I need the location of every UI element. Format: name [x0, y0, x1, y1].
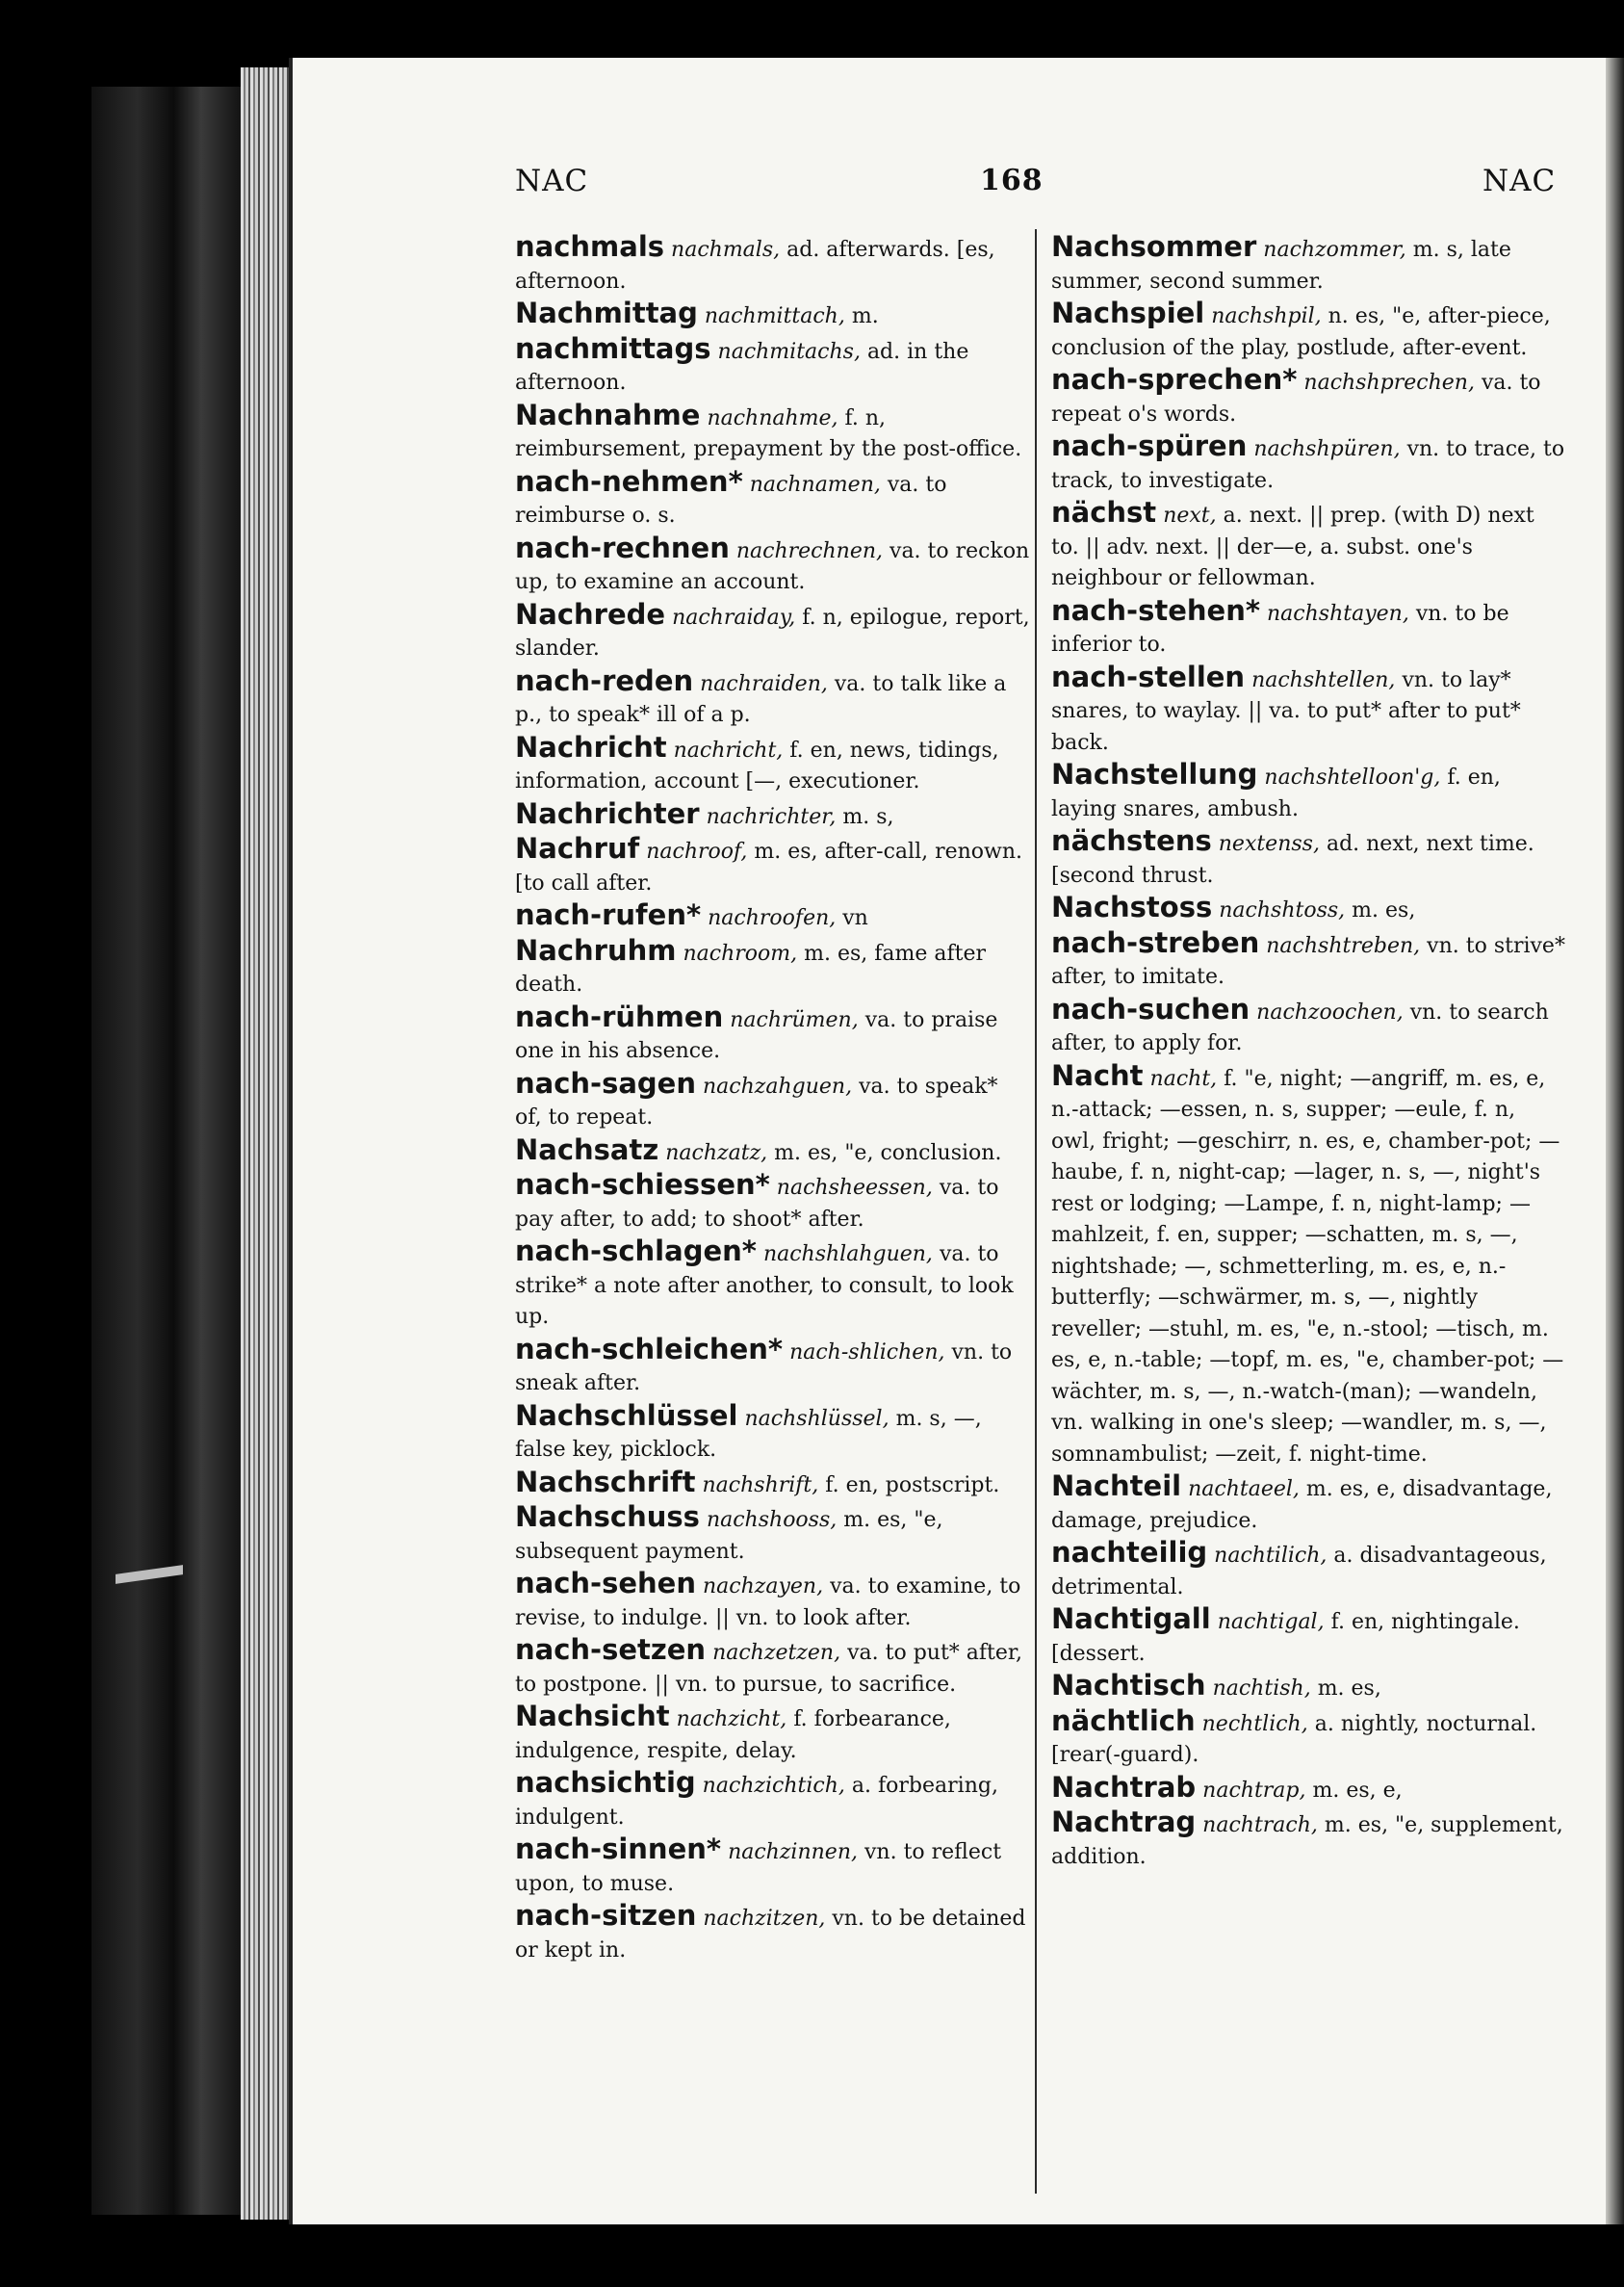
dictionary-entry — [1051, 430, 1566, 497]
entry-definition: vn — [842, 906, 868, 930]
entry-definition: a. forbearing, indulgent. — [515, 1774, 998, 1830]
entry-definition: vn. to be inferior to. — [1051, 601, 1509, 657]
entry-pronunciation: nachzitzen, — [703, 1907, 826, 1931]
entry-pronunciation: nacht, — [1149, 1066, 1218, 1091]
entry-definition: m. es, after-call, renown. [to call after. — [515, 840, 1023, 896]
dictionary-entry — [515, 1169, 1030, 1235]
entry-definition: vn. to search after, to apply for. — [1051, 1000, 1549, 1055]
dictionary-entry — [1051, 497, 1566, 595]
entry-headword: Nachspiel — [1051, 297, 1205, 329]
entry-headword: nach-rufen* — [515, 898, 702, 931]
dictionary-entry — [515, 732, 1030, 798]
entry-pronunciation: nachrichter, — [706, 804, 837, 829]
dictionary-entry — [1051, 1670, 1566, 1705]
entry-pronunciation: nachroofen, — [708, 906, 837, 930]
entry-pronunciation: nachshpüren, — [1253, 437, 1401, 461]
entry-headword: Nachricht — [515, 730, 667, 764]
entry-pronunciation: nachzicht, — [676, 1707, 787, 1731]
entry-headword: nach-sagen — [515, 1066, 696, 1100]
entry-headword: nächtlich — [1051, 1703, 1196, 1737]
left-column — [515, 231, 1030, 1966]
entry-pronunciation: nachtrach, — [1202, 1813, 1318, 1837]
entry-definition: va. to talk like a p., to speak* ill of a p. — [515, 671, 1007, 727]
entry-pronunciation: nachraiden, — [700, 671, 828, 696]
entry-definition: ad. next, next time. [second thrust. — [1051, 832, 1534, 888]
entry-pronunciation: nachtish, — [1212, 1676, 1311, 1701]
entry-definition: m. es, "e, conclusion. — [774, 1140, 1002, 1165]
entry-pronunciation: nachroof, — [646, 840, 748, 864]
dictionary-entry — [1051, 1705, 1566, 1772]
column-divider — [1035, 229, 1037, 2194]
entry-definition: f. n, epilogue, report, slander. — [515, 605, 1030, 661]
entry-pronunciation: nachshprechen, — [1303, 371, 1475, 395]
dictionary-entry — [515, 798, 1030, 834]
dictionary-entry — [515, 1134, 1030, 1170]
dictionary-entry — [1051, 1603, 1566, 1670]
entry-headword: nächst — [1051, 496, 1157, 529]
entry-definition: a. nightly, nocturnal. [rear(-guard). — [1051, 1711, 1537, 1767]
dictionary-entry — [515, 533, 1030, 599]
dictionary-entry — [1051, 1806, 1566, 1873]
entry-headword: nach-sinnen* — [515, 1832, 722, 1865]
entry-pronunciation: nachmals, — [671, 238, 781, 262]
entry-headword: nachmittags — [515, 331, 711, 365]
dictionary-entry — [515, 231, 1030, 298]
dictionary-entry — [515, 833, 1030, 899]
dictionary-entry — [515, 298, 1030, 333]
dictionary-entry — [1051, 825, 1566, 892]
entry-pronunciation: nachzayen, — [702, 1574, 824, 1598]
entry-headword: Nacht — [1051, 1058, 1144, 1092]
entry-pronunciation: nachtaeel, — [1188, 1477, 1300, 1501]
entry-definition: f. en, news, tidings, information, account [—, executioner. — [515, 738, 999, 793]
entry-headword: Nachschlüssel — [515, 1398, 738, 1432]
dictionary-entry — [515, 1334, 1030, 1400]
entry-definition: f. n, reimbursement, prepayment by the post-office. — [515, 405, 1022, 461]
entry-pronunciation: nachmitachs, — [717, 339, 861, 364]
entry-headword: Nachruf — [515, 832, 640, 865]
right-column — [1051, 231, 1566, 1873]
entry-headword: Nachsatz — [515, 1132, 659, 1166]
entry-definition: va. to examine, to revise, to indulge. || vn. to look after. — [515, 1574, 1021, 1630]
entry-definition: m. es, e, — [1312, 1778, 1403, 1803]
entry-pronunciation: nachzinnen, — [728, 1840, 858, 1864]
dictionary-entry — [515, 1235, 1030, 1334]
entry-headword: nach-streben — [1051, 925, 1260, 959]
dictionary-entry — [515, 1467, 1030, 1502]
entry-headword: nach-rechnen — [515, 531, 730, 564]
entry-definition: f. en, postscript. — [825, 1472, 1000, 1497]
dictionary-entry — [515, 899, 1030, 935]
entry-definition: va. to pay after, to add; to shoot* after. — [515, 1176, 999, 1232]
entry-pronunciation: nach-shlichen, — [789, 1339, 945, 1364]
dictionary-entry — [515, 1501, 1030, 1568]
entry-pronunciation: nachzoochen, — [1256, 1000, 1404, 1025]
entry-headword: Nachrede — [515, 597, 666, 631]
guide-word-right: NAC — [1482, 164, 1557, 198]
entry-pronunciation: nachshtelloon'g, — [1264, 766, 1441, 790]
entry-pronunciation: nextenss, — [1218, 832, 1320, 856]
dictionary-entry — [1051, 364, 1566, 430]
dictionary-entry — [515, 1568, 1030, 1634]
entry-headword: nach-sprechen* — [1051, 363, 1298, 396]
entry-headword: Nachteil — [1051, 1469, 1182, 1502]
entry-pronunciation: nachmittach, — [704, 304, 845, 328]
entry-definition: vn. to reflect upon, to muse. — [515, 1840, 1002, 1896]
entry-headword: nach-rühmen — [515, 1000, 724, 1033]
entry-definition: m. es, — [1317, 1676, 1381, 1701]
entry-definition: vn. to lay* snares, to waylay. || va. to put* after to put* back. — [1051, 667, 1521, 755]
entry-definition: m. s, — [842, 804, 894, 829]
entry-headword: nächstens — [1051, 824, 1212, 857]
dictionary-entry — [515, 1833, 1030, 1900]
entry-definition: vn. to strive* after, to imitate. — [1051, 933, 1565, 989]
entry-headword: Nachschrift — [515, 1465, 696, 1498]
page-number: 168 — [980, 164, 1044, 197]
entry-pronunciation: nachshlahguen, — [762, 1242, 933, 1266]
entry-definition: a. next. || prep. (with D) next to. || adv. next. || der—e, a. subst. one's neighbour or fellowman. — [1051, 504, 1534, 590]
entry-definition: f. en, laying snares, ambush. — [1051, 766, 1501, 821]
entry-definition: m. s, late summer, second summer. — [1051, 238, 1511, 294]
entry-definition: ad. afterwards. [es, afternoon. — [515, 238, 995, 294]
entry-headword: nachsichtig — [515, 1766, 696, 1799]
entry-pronunciation: next, — [1163, 504, 1217, 528]
entry-definition: va. to speak* of, to repeat. — [515, 1074, 998, 1130]
entry-definition: n. es, "e, after-piece, conclusion of the play, postlude, after-event. — [1051, 304, 1551, 360]
dictionary-entry — [515, 1634, 1030, 1701]
dictionary-entry — [1051, 1537, 1566, 1603]
entry-definition: va. to put* after, to postpone. || vn. to pursue, to sacrifice. — [515, 1641, 1022, 1697]
entry-pronunciation: nachricht, — [673, 738, 784, 763]
entry-definition: va. to repeat o's words. — [1051, 371, 1541, 427]
dictionary-entry — [515, 1400, 1030, 1467]
dictionary-entry — [515, 665, 1030, 732]
entry-definition: va. to reckon up, to examine an account. — [515, 538, 1030, 594]
entry-definition: m. es, e, disadvantage, damage, prejudice. — [1051, 1477, 1553, 1533]
dictionary-entry — [1051, 1470, 1566, 1537]
entry-pronunciation: nachrechnen, — [735, 538, 884, 563]
page-right-edge — [1606, 58, 1624, 2224]
entry-headword: nach-sitzen — [515, 1899, 697, 1932]
entry-definition: ad. in the afternoon. — [515, 339, 969, 395]
dictionary-entry — [1051, 1060, 1566, 1471]
entry-headword: Nachtrag — [1051, 1806, 1197, 1838]
entry-definition: m. es, — [1352, 898, 1416, 923]
entry-pronunciation: nachshtayen, — [1267, 601, 1409, 626]
entry-pronunciation: nachshlüssel, — [744, 1406, 889, 1431]
entry-pronunciation: nachzommer, — [1263, 238, 1406, 262]
dictionary-entry — [515, 1900, 1030, 1966]
dictionary-entry — [1051, 662, 1566, 760]
entry-pronunciation: nachsheessen, — [776, 1176, 933, 1200]
entry-headword: Nachmittag — [515, 297, 698, 329]
entry-pronunciation: nachnahme, — [707, 405, 838, 430]
entry-headword: nach-suchen — [1051, 992, 1250, 1026]
dictionary-entry — [515, 466, 1030, 533]
entry-headword: nach-stehen* — [1051, 593, 1261, 627]
entry-headword: Nachtrab — [1051, 1770, 1197, 1804]
entry-pronunciation: nachzahguen, — [703, 1074, 853, 1099]
entry-headword: nach-reden — [515, 663, 694, 697]
entry-definition: va. to reimburse o. s. — [515, 472, 947, 528]
entry-definition: va. to praise one in his absence. — [515, 1007, 998, 1063]
entry-headword: nach-schleichen* — [515, 1332, 784, 1365]
entry-pronunciation: nachtigal, — [1217, 1610, 1325, 1634]
entry-headword: nach-schiessen* — [515, 1168, 770, 1201]
entry-headword: Nachsicht — [515, 1700, 670, 1732]
entry-pronunciation: nachzetzen, — [712, 1641, 841, 1665]
entry-headword: Nachtisch — [1051, 1669, 1206, 1702]
entry-definition: m. — [851, 304, 879, 328]
entry-definition: m. es, fame after death. — [515, 941, 987, 997]
entry-headword: nachteilig — [1051, 1536, 1208, 1569]
entry-pronunciation: nachshpil, — [1211, 304, 1322, 328]
entry-pronunciation: nachshooss, — [706, 1508, 838, 1532]
dictionary-entry — [1051, 231, 1566, 298]
dictionary-entry — [515, 1068, 1030, 1134]
entry-definition: va. to strike* a note after another, to consult, to look up. — [515, 1242, 1014, 1329]
entry-pronunciation: nachroom, — [683, 941, 798, 966]
entry-pronunciation: nachzichtich, — [702, 1774, 845, 1798]
entry-definition: m. s, —, false key, picklock. — [515, 1406, 982, 1462]
entry-pronunciation: nachshrift, — [702, 1472, 819, 1497]
entry-headword: nach-stellen — [1051, 660, 1246, 693]
entry-definition: vn. to trace, to track, to investigate. — [1051, 437, 1565, 493]
entry-headword: Nachnahme — [515, 398, 701, 431]
entry-pronunciation: nachshtoss, — [1219, 898, 1346, 923]
entry-headword: nach-spüren — [1051, 429, 1248, 462]
entry-headword: nach-sehen — [515, 1567, 696, 1599]
entry-definition: m. es, "e, subsequent payment. — [515, 1508, 943, 1564]
entry-definition: a. disadvantageous, detrimental. — [1051, 1544, 1547, 1599]
entry-pronunciation: nachshtreben, — [1266, 933, 1421, 958]
dictionary-entry — [515, 1701, 1030, 1767]
entry-pronunciation: nechtlich, — [1201, 1711, 1308, 1736]
entry-pronunciation: nachrümen, — [730, 1007, 859, 1032]
dictionary-entry — [1051, 892, 1566, 927]
entry-headword: Nachruhm — [515, 933, 677, 967]
dictionary-entry — [1051, 927, 1566, 994]
entry-headword: Nachschuss — [515, 1500, 700, 1533]
dictionary-entry — [1051, 1772, 1566, 1807]
dictionary-entry — [515, 333, 1030, 400]
entry-pronunciation: nachnamen, — [749, 472, 881, 497]
entry-definition: f. en, nightingale. [dessert. — [1051, 1610, 1520, 1666]
dictionary-entry — [515, 599, 1030, 665]
entry-definition: f. "e, night; —angriff, m. es, e, n.-attack; —essen, n. s, supper; —eule, f. n, owl, fright; —geschirr, n. es, e, chamber-pot; —haube, f. n, night-cap; —lager, n. s, —, night's rest or lodging; —Lampe, f. n, night-lamp; —mahlzeit, f. en, supper; —schatten, m. s, —, nightshade; —, schmetterling, m. es, e, n.-butterfly; —schwärmer, m. s, —, nightly reveller; —stuhl, m. es, "e, n.-stool; —tisch, m. es, e, n.-table; —topf, m. es, "e, chamber-pot; —wächter, m. s, —, n.-watch-(man); —wandeln, vn. walking in one's sleep; —wandler, m. s, —, somnambulist; —zeit, f. night-time. — [1051, 1066, 1564, 1467]
entry-pronunciation: nachzatz, — [665, 1140, 768, 1165]
entry-pronunciation: nachtrap, — [1202, 1778, 1306, 1803]
dictionary-entry — [1051, 298, 1566, 364]
entry-definition: vn. to be detained or kept in. — [515, 1907, 1026, 1962]
entry-definition: f. forbearance, indulgence, respite, delay. — [515, 1707, 951, 1763]
entry-headword: nach-schlagen* — [515, 1234, 757, 1267]
entry-headword: Nachtigall — [1051, 1602, 1211, 1635]
dictionary-entry — [515, 1001, 1030, 1068]
dictionary-entry — [1051, 994, 1566, 1060]
entry-headword: Nachstoss — [1051, 891, 1213, 923]
entry-pronunciation: nachtilich, — [1214, 1544, 1328, 1568]
dictionary-entry — [515, 935, 1030, 1001]
entry-pronunciation: nachshtellen, — [1251, 667, 1396, 692]
dictionary-entry — [1051, 595, 1566, 662]
guide-word-left: NAC — [515, 164, 589, 198]
entry-headword: nachmals — [515, 230, 665, 263]
dictionary-entry — [515, 1767, 1030, 1833]
entry-headword: nach-setzen — [515, 1633, 707, 1666]
entry-headword: Nachrichter — [515, 796, 700, 830]
entry-headword: Nachsommer — [1051, 230, 1257, 263]
entry-definition: vn. to sneak after. — [515, 1339, 1013, 1395]
dictionary-entry — [515, 400, 1030, 466]
entry-headword: nach-nehmen* — [515, 464, 743, 498]
dictionary-entry — [1051, 759, 1566, 825]
entry-pronunciation: nachraiday, — [672, 605, 796, 630]
entry-headword: Nachstellung — [1051, 758, 1258, 791]
entry-definition: m. es, "e, supplement, addition. — [1051, 1813, 1563, 1869]
